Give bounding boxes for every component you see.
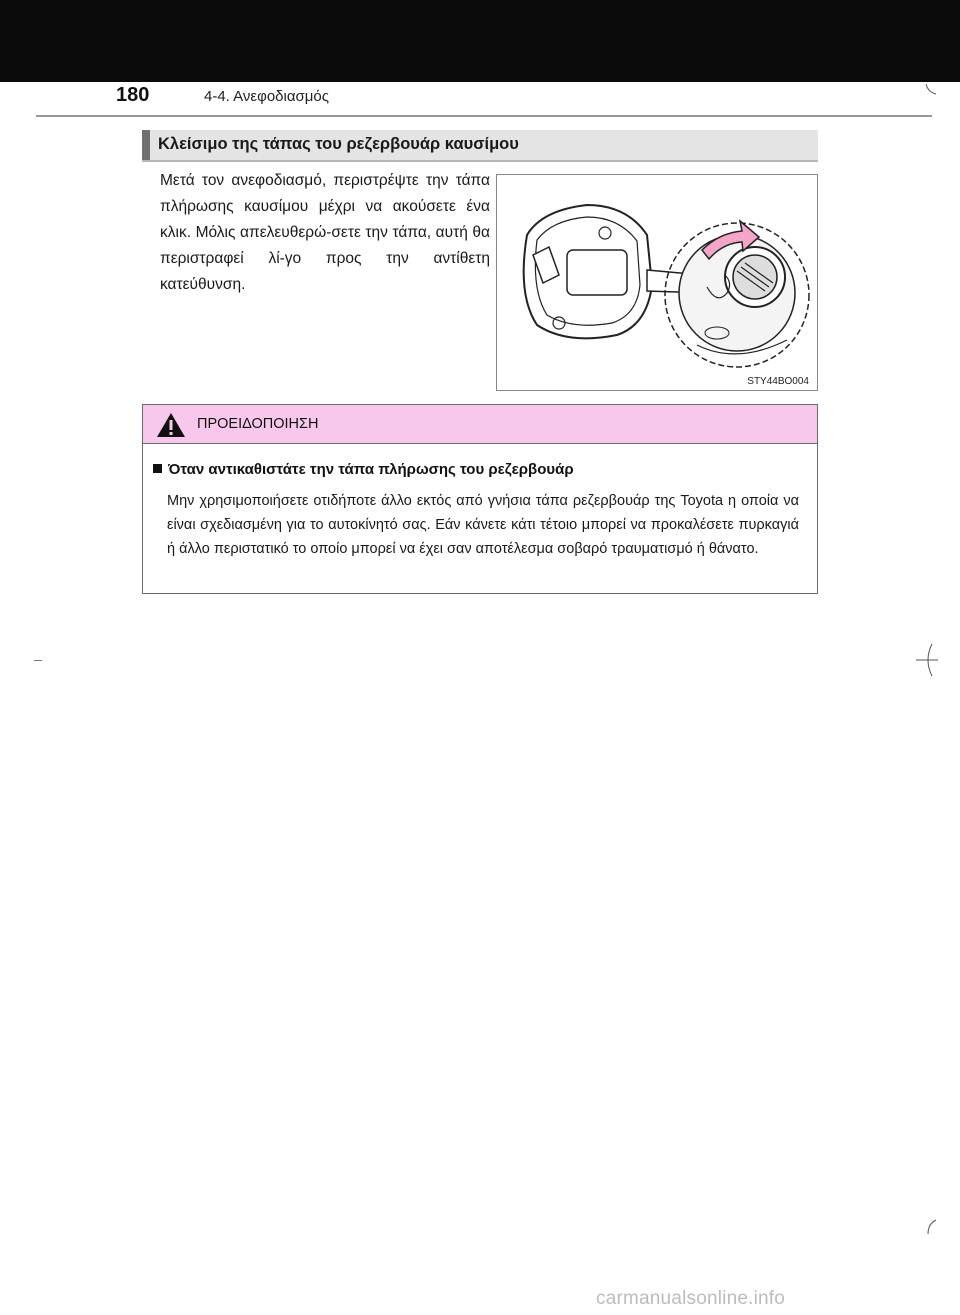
warning-triangle-icon <box>155 411 187 439</box>
crop-mark-right-middle <box>910 640 940 680</box>
fuel-cap-illustration-icon <box>497 175 817 390</box>
top-black-band <box>0 0 960 82</box>
site-watermark: carmanualsonline.info <box>596 1288 786 1309</box>
crop-mark-left <box>34 660 42 661</box>
bullet-square-icon <box>153 464 162 473</box>
warning-box <box>142 404 818 594</box>
chapter-title: 4-4. Ανεφοδιασμός <box>204 88 330 105</box>
figure-code: STY44BO004 <box>747 376 809 387</box>
page-number: 180 <box>116 84 150 106</box>
crop-mark-top-right <box>920 82 940 96</box>
warning-subheading-text: Όταν αντικαθιστάτε την τάπα πλήρωσης του ρεζερβουάρ <box>168 461 574 478</box>
section-title: Κλείσιμο της τάπας του ρεζερβουάρ καυσίμου <box>158 135 519 153</box>
section-heading <box>142 130 818 162</box>
heading-accent-bar <box>142 130 150 160</box>
warning-body-text: Μην χρησιμοποιήσετε οτιδήποτε άλλο εκτός από γνήσια τάπα ρεζερβουάρ της Toyota η οποία να είναι σχεδιασμένη για το αυτοκίνητό σας. Εάν κάνετε κάτι τέτοιο μπορεί να προκαλέσετε πυρκαγιά ή άλλο περιστατικό το οποίο μπορεί να έχει σαν αποτέλεσμα σοβαρό τραυματισμό ή θάνατο. <box>167 493 799 557</box>
crop-mark-bottom-right <box>920 1218 940 1238</box>
fuel-cap-figure <box>496 174 818 391</box>
header-divider <box>36 115 932 117</box>
warning-title: ΠΡΟΕΙΔΟΠΟΙΗΣΗ <box>197 416 319 432</box>
warning-subheading <box>153 461 574 478</box>
section-body-text: Μετά τον ανεφοδιασμό, περιστρέψτε την τάπα πλήρωσης καυσίμου μέχρι να ακούσετε ένα κλικ. Μόλις απελευθερώ-σετε την τάπα, αυτή θα περιστραφεί λί-γο προς την αντίθετη κατεύθυνση. <box>160 172 490 293</box>
warning-header <box>143 405 817 444</box>
